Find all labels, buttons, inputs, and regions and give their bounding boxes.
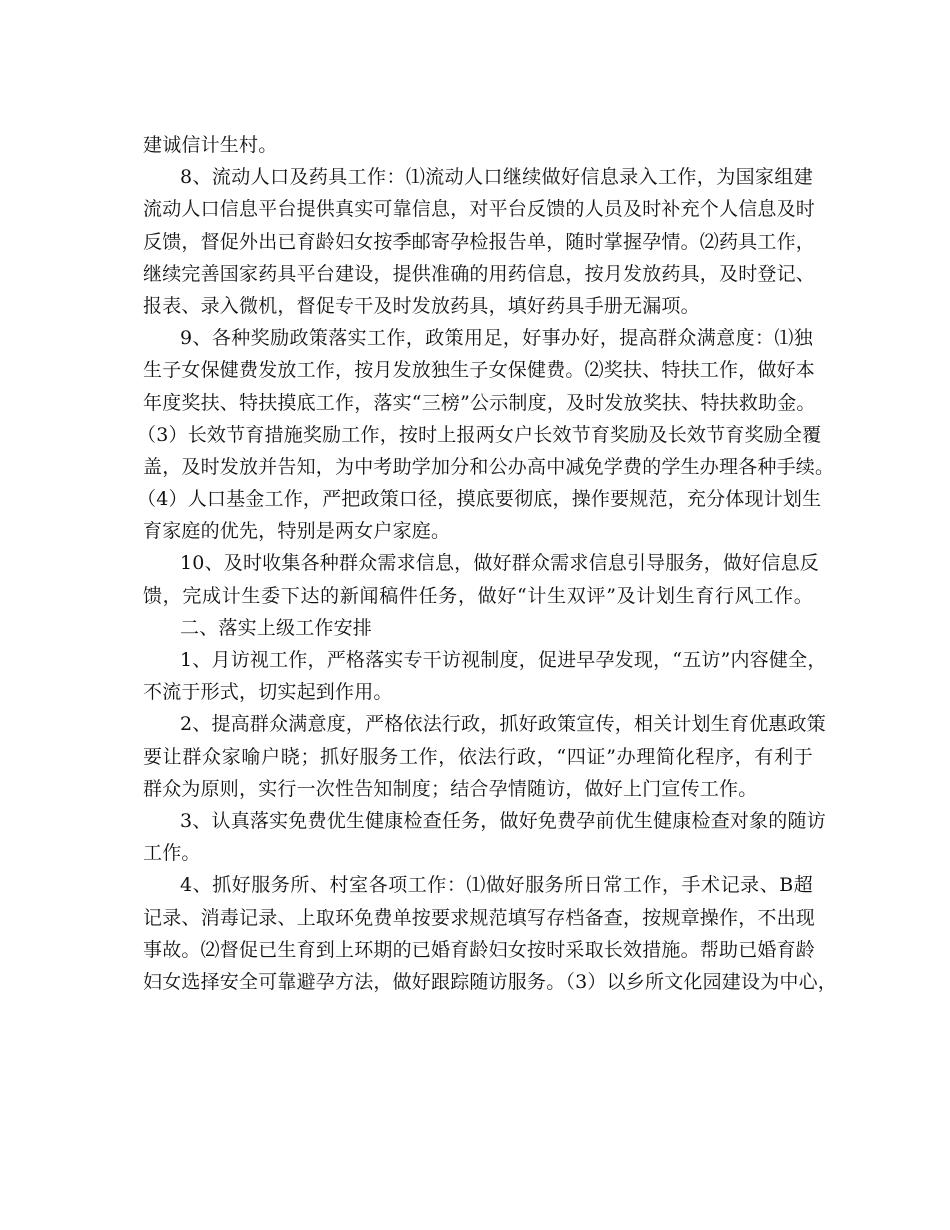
document-body — [137, 129, 837, 998]
paragraph-line: 9、各种奖励政策落实工作，政策用足，好事办好，提高群众满意度：⑴独 — [180, 327, 813, 350]
paragraph-line: 群众为原则，实行一次性告知制度；结合孕情随访，做好上门宣传工作。 — [143, 777, 758, 800]
paragraph-line: 反馈，督促外出已育龄妇女按季邮寄孕检报告单，随时掌握孕情。⑵药具工作， — [143, 230, 816, 253]
paragraph-line: 10、及时收集各种群众需求信息，做好群众需求信息引导服务，做好信息反 — [180, 552, 819, 575]
paragraph-line: 记录、消毒记录、上取环免费单按要求规范填写存档备查，按规章操作，不出现 — [143, 906, 816, 929]
section-heading: 二、落实上级工作安排 — [180, 616, 373, 639]
paragraph-line: 3、认真落实免费优生健康检查任务，做好免费孕前优生健康检查对象的随访 — [180, 809, 826, 832]
paragraph-line: 2、提高群众满意度，严格依法行政，抓好政策宣传，相关计划生育优惠政策 — [180, 713, 826, 736]
paragraph-line: 流动人口信息平台提供真实可靠信息，对平台反馈的人员及时补充个人信息及时 — [143, 198, 816, 221]
paragraph-line: 8、流动人口及药具工作：⑴流动人口继续做好信息录入工作，为国家组建 — [180, 166, 813, 189]
paragraph-line: 要让群众家喻户晓；抓好服务工作，依法行政，“四证”办理简化程序，有利于 — [143, 745, 813, 768]
paragraph-line: 妇女选择安全可靠避孕方法，做好跟踪随访服务。（3）以乡所文化园建设为中心， — [143, 970, 837, 993]
paragraph-line: 4、抓好服务所、村室各项工作：⑴做好服务所日常工作，手术记录、B超 — [180, 874, 813, 897]
paragraph-line: （4）人口基金工作，严把政策口径，摸底要彻底，操作要规范，充分体现计划生 — [137, 488, 822, 511]
paragraph-line: 育家庭的优先，特别是两女户家庭。 — [143, 520, 451, 543]
paragraph-line: 馈，完成计生委下达的新闻稿件任务，做好“计生双评”及计划生育行风工作。 — [143, 584, 813, 607]
paragraph-line: 事故。⑵督促已生育到上环期的已婚育龄妇女按时采取长效措施。帮助已婚育龄 — [143, 938, 816, 961]
paragraph-line: （3）长效节育措施奖励工作，按时上报两女户长效节育奖励及长效节育奖励全覆 — [137, 423, 822, 446]
paragraph-line: 不流于形式，切实起到作用。 — [143, 681, 393, 704]
paragraph-line: 报表、录入微机，督促专干及时发放药具，填好药具手册无漏项。 — [143, 294, 700, 317]
paragraph-line: 生子女保健费发放工作，按月发放独生子女保健费。⑵奖扶、特扶工作，做好本 — [143, 359, 816, 382]
paragraph-line: 建诚信计生村。 — [143, 134, 278, 156]
paragraph-line: 1、月访视工作，严格落实专干访视制度，促进早孕发现，“五访”内容健全， — [180, 649, 827, 671]
paragraph-line: 盖，及时发放并告知，为中考助学加分和公办高中减免学费的学生办理各种手续。 — [143, 455, 835, 478]
paragraph-line: 工作。 — [143, 842, 201, 865]
paragraph-line: 继续完善国家药具平台建设，提供准确的用药信息，按月发放药具，及时登记、 — [143, 262, 816, 285]
paragraph-line: 年度奖扶、特扶摸底工作，落实“三榜”公示制度，及时发放奖扶、特扶救助金。 — [143, 391, 816, 414]
